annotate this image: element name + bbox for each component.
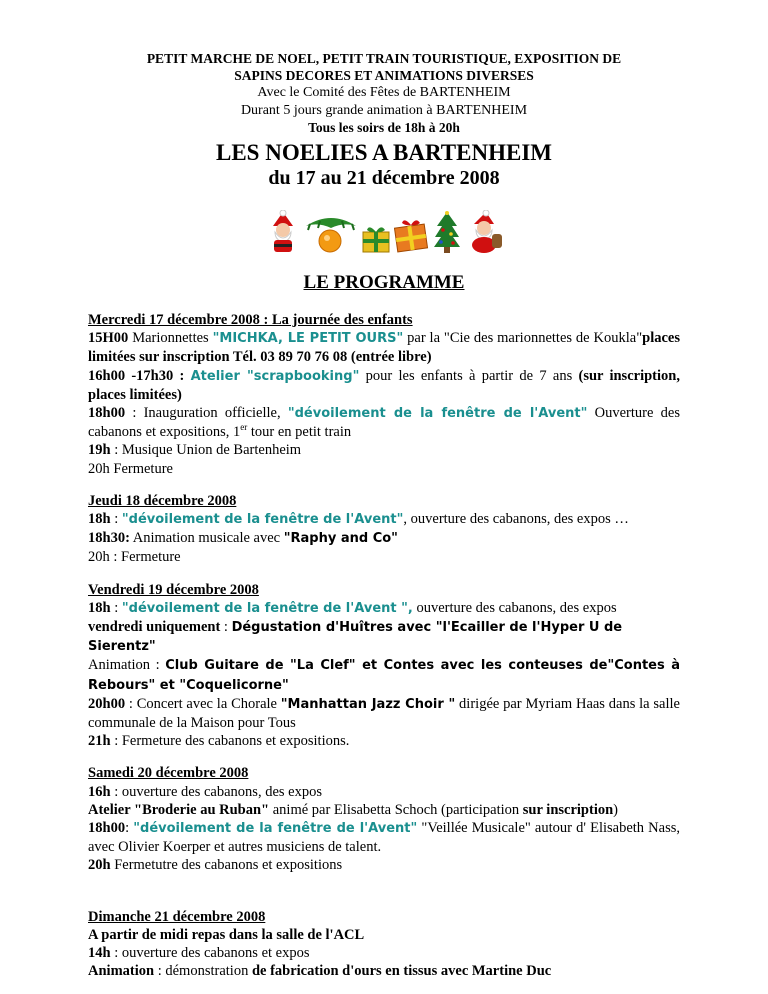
program-item: 16h : ouverture des cabanons, des expos xyxy=(88,783,322,800)
santa-icon xyxy=(265,210,301,254)
header-block xyxy=(88,50,680,191)
day-heading: Jeudi 18 décembre 2008 xyxy=(88,492,237,509)
header-line-5: Tous les soirs de 18h à 20h xyxy=(308,120,460,135)
program-item: 15H00 Marionnettes "MICHKA, LE PETIT OURS" par la "Cie des marionnettes de Koukla"places limitées sur inscription Tél. 03 89 70 76 08 (entrée libre) xyxy=(88,330,680,366)
gift-icon xyxy=(394,216,430,254)
day-sunday xyxy=(88,908,680,981)
program-item: 18h00 : Inauguration officielle, "dévoilement de la fenêtre de l'Avent" Ouverture des cabanons et expositions, 1er tour en petit train xyxy=(88,405,680,441)
santa-icon xyxy=(464,210,504,254)
program-item: A partir de midi repas dans la salle de l'ACL xyxy=(88,926,365,943)
day-saturday xyxy=(88,764,680,874)
program-heading: LE PROGRAMME xyxy=(303,272,465,293)
day-heading: Vendredi 19 décembre 2008 xyxy=(88,581,259,598)
day-heading: Mercredi 17 décembre 2008 : La journée des enfants xyxy=(88,312,413,328)
program-item: 18h30: Animation musicale avec "Raphy and Co" xyxy=(88,530,398,547)
day-heading: Samedi 20 décembre 2008 xyxy=(88,765,249,782)
event-dates: du 17 au 21 décembre 2008 xyxy=(268,167,500,189)
header-line-3: Avec le Comité des Fêtes de BARTENHEIM xyxy=(257,85,511,100)
orange-icon xyxy=(304,214,358,254)
program-item: 20h Fermeture xyxy=(88,460,173,477)
day-wednesday xyxy=(88,311,680,478)
program-item: 18h : "dévoilement de la fenêtre de l'Avent ", ouverture des cabanons, des expos xyxy=(88,599,617,616)
program-item: 16h00 -17h30 : Atelier "scrapbooking" pour les enfants à partir de 7 ans (sur inscription, places limitées) xyxy=(88,367,680,403)
program-item: 18h : "dévoilement de la fenêtre de l'Avent", ouverture des cabanons, des expos … xyxy=(88,511,629,528)
flyer-page xyxy=(88,50,680,981)
page-title: LES NOELIES A BARTENHEIM xyxy=(216,140,552,165)
day-heading: Dimanche 21 décembre 2008 xyxy=(88,908,266,925)
program-item: Animation : Club Guitare de "La Clef" et Contes avec les conteuses de"Contes à Rebours" et "Coquelicorne" xyxy=(88,657,680,693)
program-item: 14h : ouverture des cabanons et expos xyxy=(88,945,310,962)
program-item: 18h00: "dévoilement de la fenêtre de l'Avent" "Veillée Musicale" autour d' Elisabeth Nass, avec Olivier Koerper et autres musiciens de talent. xyxy=(88,820,680,856)
header-line-1: PETIT MARCHE DE NOEL, PETIT TRAIN TOURISTIQUE, EXPOSITION DE xyxy=(146,51,622,66)
header-line-4: Durant 5 jours grande animation à BARTENHEIM xyxy=(240,102,528,118)
gift-icon xyxy=(361,224,391,254)
day-friday xyxy=(88,581,680,751)
christmas-tree-icon xyxy=(433,210,461,254)
program-item: 20h : Fermeture xyxy=(88,549,181,566)
program-item: 19h : Musique Union de Bartenheim xyxy=(88,442,302,459)
header-line-2: SAPINS DECORES ET ANIMATIONS DIVERSES xyxy=(234,68,534,83)
program-item: vendredi uniquement : Dégustation d'Huîtres avec "l'Ecailler de l'Hyper U de Sierentz" xyxy=(88,619,623,655)
day-thursday xyxy=(88,492,680,567)
program-item: Atelier "Broderie au Ruban" animé par Elisabetta Schoch (participation sur inscription) xyxy=(88,801,619,818)
program-item: 20h00 : Concert avec la Chorale "Manhattan Jazz Choir " dirigée par Myriam Haas dans la salle communale de la Maison pour Tous xyxy=(88,695,680,732)
decoration-strip xyxy=(88,208,680,254)
program-item: 20h Fermetutre des cabanons et expositions xyxy=(88,857,343,874)
program-item: Animation : démonstration de fabrication d'ours en tissus avec Martine Duc xyxy=(88,963,552,980)
program-item: 21h : Fermeture des cabanons et expositions. xyxy=(88,733,350,750)
